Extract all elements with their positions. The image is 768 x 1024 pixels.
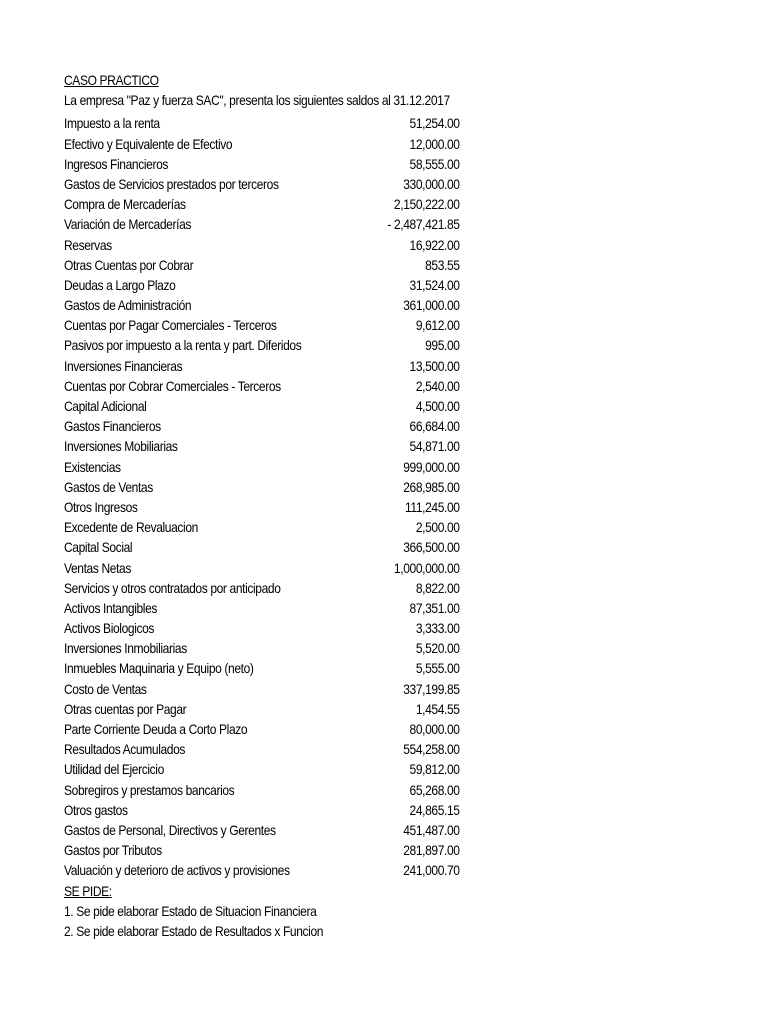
account-label: Variación de Mercaderías (64, 216, 192, 233)
balance-row (64, 618, 524, 638)
balance-row (64, 255, 524, 275)
account-label: Inversiones Mobiliarias (64, 438, 178, 455)
balance-row (64, 719, 524, 739)
account-amount: 54,871.00 (409, 438, 460, 455)
account-amount: 5,555.00 (415, 660, 460, 677)
balance-row (64, 235, 524, 255)
account-amount: 554,258.00 (403, 741, 460, 758)
balance-row (64, 840, 524, 860)
document (64, 70, 524, 941)
account-amount: 337,199.85 (403, 680, 460, 697)
account-amount: 24,865.15 (409, 801, 460, 818)
account-label: Servicios y otros contratados por anticipado (64, 579, 281, 596)
balance-row (64, 739, 524, 759)
balance-row (64, 295, 524, 315)
account-amount: 5,520.00 (415, 640, 460, 657)
account-label: Cuentas por Cobrar Comerciales - Terceros (64, 377, 281, 394)
balance-row (64, 356, 524, 376)
account-amount: 1,000,000.00 (393, 559, 460, 576)
account-amount: 59,812.00 (409, 761, 460, 778)
account-amount: 65,268.00 (409, 781, 460, 798)
account-label: Excedente de Revaluacion (64, 519, 198, 536)
account-label: Inversiones Inmobiliarias (64, 640, 187, 657)
balance-list (64, 113, 524, 880)
account-amount: 281,897.00 (403, 842, 460, 859)
account-label: Activos Biologicos (64, 620, 155, 637)
balance-row (64, 558, 524, 578)
task-2: 2. Se pide elaborar Estado de Resultados x Funcion (64, 922, 324, 939)
balance-row (64, 638, 524, 658)
balance-row (64, 416, 524, 436)
balance-row (64, 214, 524, 234)
account-amount: - 2,487,421.85 (387, 216, 460, 233)
account-label: Reservas (64, 236, 112, 253)
account-label: Utilidad del Ejercicio (64, 761, 164, 778)
document-intro: La empresa "Paz y fuerza SAC", presenta los siguientes saldos al 31.12.2017 (64, 92, 450, 109)
account-label: Gastos por Tributos (64, 842, 162, 859)
balance-row (64, 113, 524, 133)
balance-row (64, 134, 524, 154)
account-label: Otras cuentas por Pagar (64, 700, 187, 717)
account-label: Compra de Mercaderías (64, 196, 186, 213)
balance-row (64, 860, 524, 880)
account-label: Gastos de Servicios prestados por terceros (64, 175, 279, 192)
account-label: Inversiones Financieras (64, 357, 183, 374)
account-amount: 80,000.00 (409, 721, 460, 737)
account-label: Valuación y deterioro de activos y provisiones (64, 862, 290, 879)
balance-row (64, 497, 524, 517)
balance-row (64, 477, 524, 497)
account-label: Resultados Acumulados (64, 741, 186, 758)
balance-row (64, 457, 524, 477)
account-amount: 31,524.00 (409, 276, 460, 293)
account-label: Otros Ingresos (64, 498, 138, 515)
account-amount: 2,500.00 (415, 519, 460, 536)
balance-row (64, 780, 524, 800)
balance-row (64, 578, 524, 598)
account-label: Ventas Netas (64, 559, 131, 576)
account-label: Activos Intangibles (64, 599, 158, 616)
account-amount: 366,500.00 (403, 539, 460, 556)
balance-row (64, 820, 524, 840)
account-label: Cuentas por Pagar Comerciales - Terceros (64, 317, 277, 334)
balance-row (64, 174, 524, 194)
account-amount: 4,500.00 (415, 398, 460, 414)
account-amount: 16,922.00 (409, 236, 460, 253)
balance-row (64, 699, 524, 719)
balance-row (64, 517, 524, 537)
account-label: Gastos de Administración (64, 297, 192, 314)
account-label: Existencias (64, 458, 121, 475)
account-amount: 12,000.00 (409, 135, 460, 152)
se-pide-heading: SE PIDE: (64, 882, 112, 899)
balance-row (64, 396, 524, 416)
account-amount: 330,000.00 (403, 175, 460, 192)
account-amount: 87,351.00 (409, 599, 460, 616)
account-label: Gastos Financieros (64, 418, 161, 435)
account-label: Gastos de Ventas (64, 478, 153, 495)
account-amount: 999,000.00 (403, 458, 460, 475)
account-amount: 995.00 (425, 337, 460, 354)
account-amount: 111,245.00 (404, 498, 460, 515)
balance-row (64, 598, 524, 618)
balance-row (64, 679, 524, 699)
balance-row (64, 800, 524, 820)
account-amount: 451,487.00 (403, 821, 460, 838)
account-amount: 8,822.00 (415, 579, 460, 596)
account-amount: 51,254.00 (409, 115, 460, 132)
balance-row (64, 154, 524, 174)
account-amount: 361,000.00 (403, 297, 460, 314)
balance-row (64, 194, 524, 214)
account-label: Sobregiros y prestamos bancarios (64, 781, 235, 798)
account-label: Otros gastos (64, 801, 128, 818)
account-amount: 241,000.70 (403, 862, 460, 879)
account-label: Ingresos Financieros (64, 155, 169, 172)
balance-row (64, 376, 524, 396)
account-amount: 9,612.00 (415, 317, 460, 334)
balance-row (64, 315, 524, 335)
account-label: Inmuebles Maquinaria y Equipo (neto) (64, 660, 254, 677)
account-label: Deudas a Largo Plazo (64, 276, 176, 293)
task-1: 1. Se pide elaborar Estado de Situacion Financiera (64, 902, 317, 919)
account-amount: 58,555.00 (409, 155, 460, 172)
account-amount: 13,500.00 (409, 357, 460, 374)
account-label: Impuesto a la renta (64, 115, 160, 132)
document-title: CASO PRACTICO (64, 72, 159, 88)
account-label: Otras Cuentas por Cobrar (64, 256, 194, 273)
account-amount: 268,985.00 (403, 478, 460, 495)
account-amount: 1,454.55 (415, 700, 460, 717)
account-label: Capital Social (64, 539, 133, 556)
account-amount: 2,150,222.00 (393, 196, 460, 213)
balance-row (64, 275, 524, 295)
account-label: Capital Adicional (64, 398, 147, 414)
account-label: Efectivo y Equivalente de Efectivo (64, 135, 233, 152)
balance-row (64, 335, 524, 355)
account-amount: 66,684.00 (409, 418, 460, 435)
balance-row (64, 658, 524, 678)
account-label: Costo de Ventas (64, 680, 147, 697)
balance-row (64, 436, 524, 456)
account-label: Parte Corriente Deuda a Corto Plazo (64, 721, 248, 737)
account-label: Pasivos por impuesto a la renta y part. Diferidos (64, 337, 302, 354)
account-amount: 2,540.00 (415, 377, 460, 394)
account-amount: 3,333.00 (415, 620, 460, 637)
account-label: Gastos de Personal, Directivos y Gerentes (64, 821, 276, 838)
balance-row (64, 759, 524, 779)
account-amount: 853.55 (425, 256, 460, 273)
balance-row (64, 537, 524, 557)
